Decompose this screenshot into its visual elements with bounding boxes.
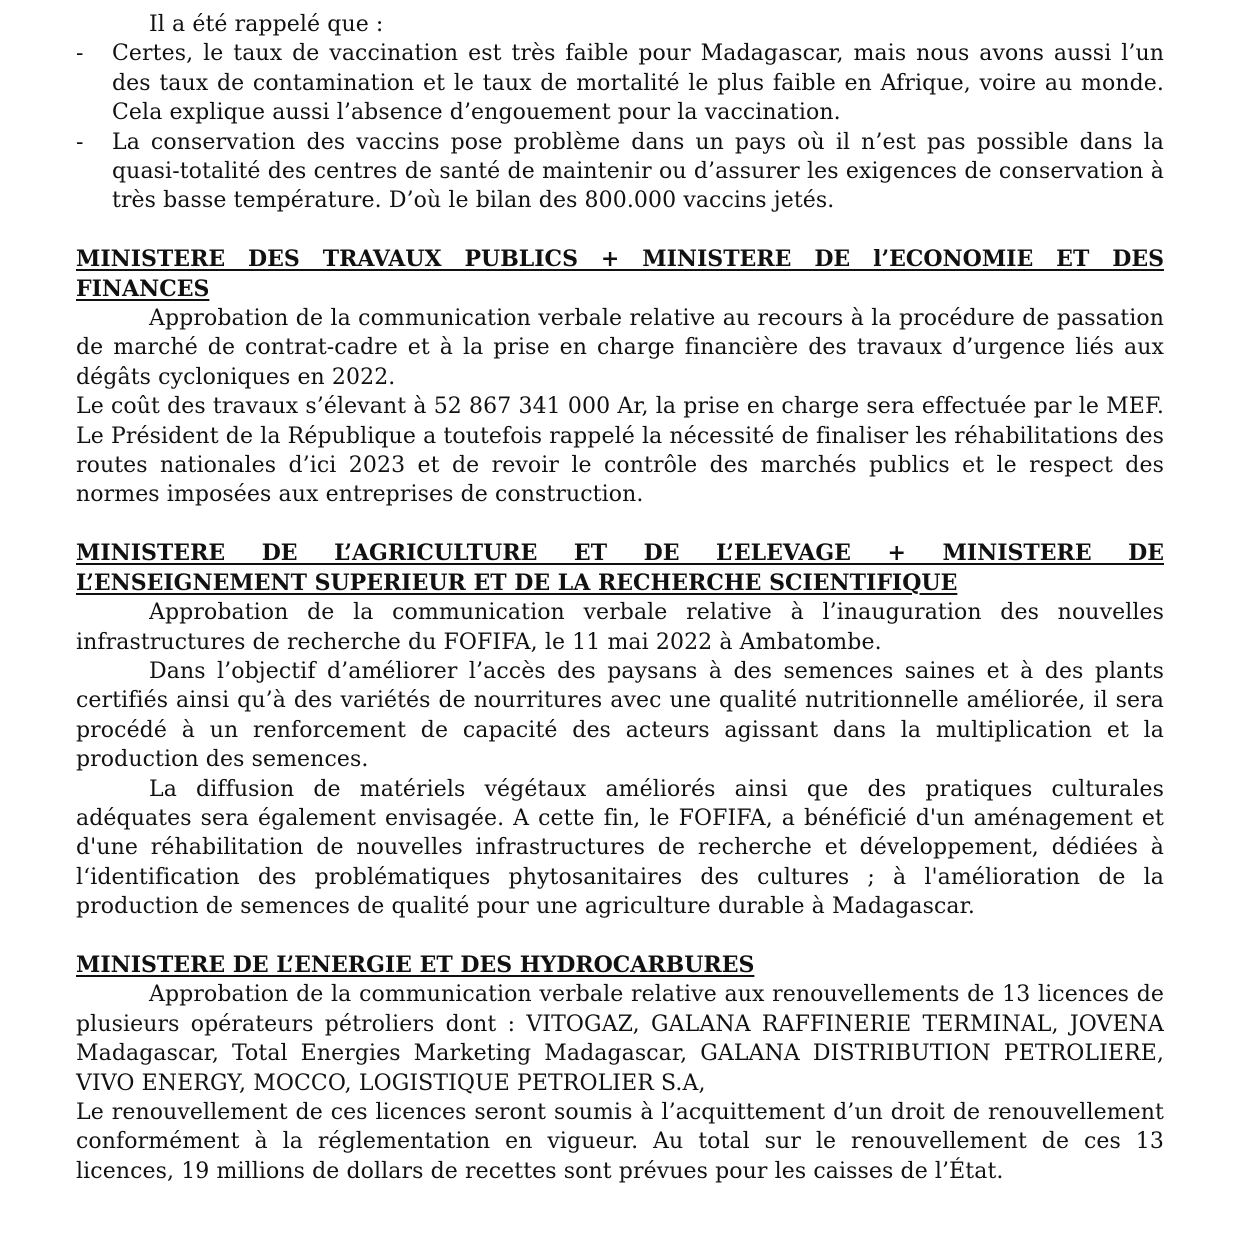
bullet-dash: - <box>76 129 84 155</box>
bullet-text: La conservation des vaccins pose problème dans un pays où il n’est pas possible dans la quasi-totalité des centres de santé de maintenir ou d’assurer les exigences de conservation à très basse température. D’où le bilan des 800.000 vaccins jetés. <box>112 129 1164 214</box>
section-travaux-publics <box>76 245 1164 510</box>
intro-bullet-list <box>76 39 1164 215</box>
paragraph: Dans l’objectif d’améliorer l’accès des paysans à des semences saines et à des plants certifiés ainsi qu’à des variétés de nourritures avec une qualité nutritionnelle améliorée, il sera procédé à un renforcement de capacité des acteurs agissant dans la multiplication et la production des semences. <box>76 658 1164 773</box>
paragraph: La diffusion de matériels végétaux améliorés ainsi que des pratiques culturales adéquates sera également envisagée. A cette fin, le FOFIFA, a bénéficié d'un aménagement et d'une réhabilitation de nouvelles infrastructures de recherche et développement, dédiées à l‘identification des problématiques phytosanitaires des cultures ; à l'amélioration de la production de semences de qualité pour une agriculture durable à Madagascar. <box>76 776 1164 920</box>
list-item <box>76 128 1164 216</box>
section-heading: MINISTERE DE L’ENERGIE ET DES HYDROCARBURES <box>76 951 755 978</box>
section-agriculture <box>76 539 1164 921</box>
bullet-dash: - <box>76 41 84 67</box>
paragraph: Approbation de la communication verbale relative au recours à la procédure de passation de marché de contrat-cadre et à la prise en charge financière des travaux d’urgence liés aux dégâts cycloniques en 2022. <box>76 306 1164 390</box>
paragraph: Approbation de la communication verbale relative aux renouvellements de 13 licences de plusieurs opérateurs pétroliers dont : VITOGAZ, GALANA RAFFINERIE TERMINAL, JOVENA Madagascar, Total Energies Marketing Madagascar, GALANA DISTRIBUTION PETROLIERE, VIVO ENERGY, MOCCO, LOGISTIQUE PETROLIER S.A, <box>76 982 1164 1096</box>
document-page <box>76 10 1164 1186</box>
intro-block <box>76 10 1164 216</box>
paragraph: Le renouvellement de ces licences seront soumis à l’acquittement d’un droit de renouvellement conformément à la réglementation en vigueur. Au total sur le renouvellement de ces 13 licences, 19 millions de dollars de recettes sont prévues pour les caisses de l’État. <box>76 1099 1164 1184</box>
paragraph: Approbation de la communication verbale relative à l’inauguration des nouvelles infrastructures de recherche du FOFIFA, le 11 mai 2022 à Ambatombe. <box>76 600 1164 655</box>
list-item <box>76 39 1164 127</box>
paragraph: Le coût des travaux s’élevant à 52 867 341 000 Ar, la prise en charge sera effectuée par le MEF. Le Président de la République a toutefois rappelé la nécessité de finaliser les réhabilitations des routes nationales d’ici 2023 et de revoir le contrôle des marchés publics et le respect des normes imposées aux entreprises de construction. <box>76 394 1164 508</box>
section-energie <box>76 951 1164 1186</box>
section-heading: MINISTERE DE L’AGRICULTURE ET DE L’ELEVAGE + MINISTERE DE L’ENSEIGNEMENT SUPERIEUR ET DE LA RECHERCHE SCIENTIFIQUE <box>76 540 1164 596</box>
bullet-text: Certes, le taux de vaccination est très faible pour Madagascar, mais nous avons aussi l’un des taux de contamination et le taux de mortalité le plus faible en Afrique, voire au monde. Cela explique aussi l’absence d’engouement pour la vaccination. <box>112 41 1164 126</box>
section-heading: MINISTERE DES TRAVAUX PUBLICS + MINISTERE DE l’ECONOMIE ET DES FINANCES <box>76 246 1164 302</box>
intro-lead: Il a été rappelé que : <box>149 12 384 37</box>
